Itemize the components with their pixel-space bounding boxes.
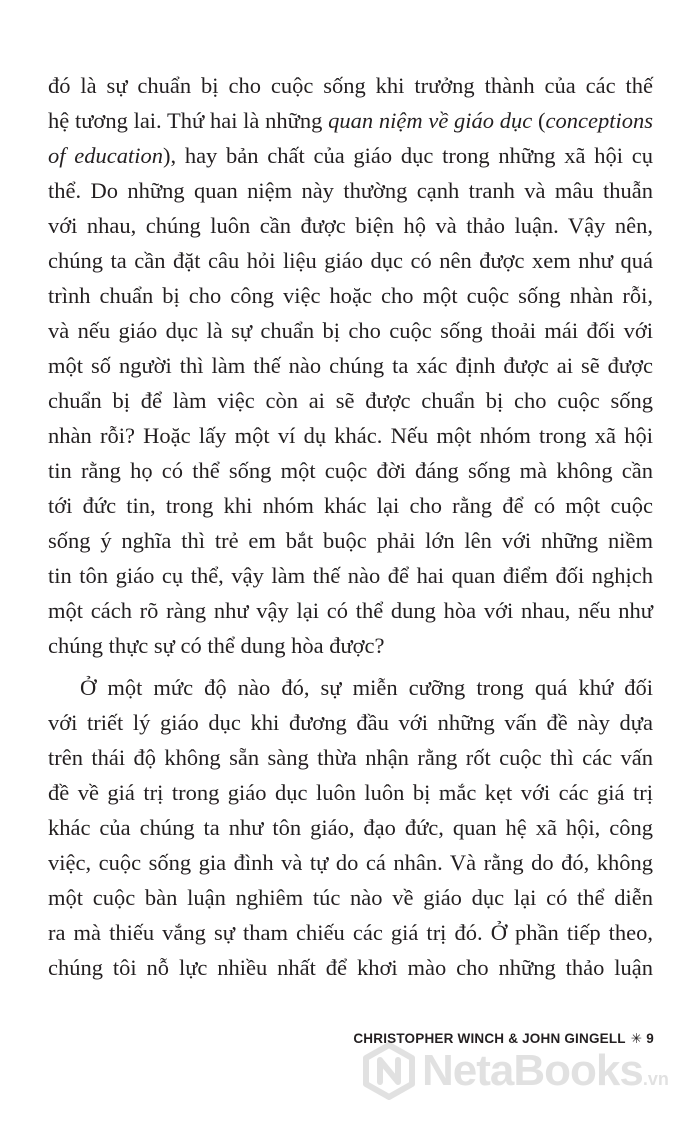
footer-authors: CHRISTOPHER WINCH & JOHN GINGELL	[353, 1031, 626, 1046]
text-line: với nhau, chúng luôn cần được biện hộ và thảo luận. Vậy nên,	[48, 213, 653, 238]
text-line: tới đức tin, trong khi nhóm khác lại cho rằng để có một cuộc	[48, 493, 653, 518]
text-run: hệ tương lai. Thứ hai là những	[48, 108, 329, 133]
watermark-brand: NetaBooks	[422, 1046, 643, 1095]
text-line: đề về giá trị trong giáo dục luôn luôn bị mắc kẹt với các giá trị	[48, 780, 653, 805]
paragraph-1	[48, 68, 653, 663]
watermark	[360, 1042, 669, 1100]
text-run: ), hay bản chất của giáo dục trong những xã hội cụ	[162, 143, 653, 168]
text-line: một cách rõ ràng như vậy lại có thể dung hòa với nhau, nếu như	[48, 598, 653, 623]
text-line: thể. Do những quan niệm này thường cạnh tranh và mâu thuẫn	[48, 178, 653, 203]
text-line: ra mà thiếu vắng sự tham chiếu các giá trị đó. Ở phần tiếp theo,	[48, 920, 653, 945]
text-line: nhàn rỗi? Hoặc lấy một ví dụ khác. Nếu một nhóm trong xã hội	[48, 423, 653, 448]
page-number: 9	[646, 1031, 654, 1046]
text-line: chúng thực sự có thể dung hòa được?	[48, 633, 385, 658]
asterisk-separator-icon: ✳	[630, 1031, 643, 1046]
text-line: một cuộc bàn luận nghiêm túc nào về giáo dục lại có thể diễn	[48, 885, 653, 910]
text-line: việc, cuộc sống gia đình và tự do cá nhân. Và rằng do đó, không	[48, 850, 653, 875]
paragraph-spacer	[48, 663, 653, 670]
text-line: và nếu giáo dục là sự chuẩn bị cho cuộc sống thoải mái đối với	[48, 318, 653, 343]
text-line: tin rằng họ có thể sống một cuộc đời đáng sống mà không cần	[48, 458, 653, 483]
watermark-tld: .vn	[642, 1069, 669, 1089]
text-line: trên thái độ không sẵn sàng thừa nhận rằng rốt cuộc thì các vấn	[48, 745, 653, 770]
netabooks-logo-icon	[360, 1042, 418, 1100]
text-line: khác của chúng ta như tôn giáo, đạo đức, quan hệ xã hội, công	[48, 815, 653, 840]
text-line: trình chuẩn bị cho công việc hoặc cho một cuộc sống nhàn rỗi,	[48, 283, 653, 308]
italic-term: conceptions	[545, 108, 653, 133]
text-line: chúng ta cần đặt câu hỏi liệu giáo dục có nên được xem như quá	[48, 248, 653, 273]
paragraph-2	[48, 670, 653, 985]
italic-term: of education	[48, 143, 163, 168]
text-line: tin tôn giáo cụ thể, vậy làm thế nào để hai quan điểm đối nghịch	[48, 563, 653, 588]
page-body	[48, 68, 653, 985]
text-line: chúng tôi nỗ lực nhiều nhất để khơi mào cho những thảo luận	[48, 955, 653, 980]
text-line	[48, 103, 653, 138]
text-run: (	[532, 108, 546, 133]
text-line: sống ý nghĩa thì trẻ em bắt buộc phải lớn lên với những niềm	[48, 528, 653, 553]
text-line: một số người thì làm thế nào chúng ta xác định được ai sẽ được	[48, 353, 653, 378]
text-line: Ở một mức độ nào đó, sự miễn cưỡng trong quá khứ đối	[80, 675, 653, 700]
text-line	[48, 138, 653, 173]
text-line: chuẩn bị để làm việc còn ai sẽ được chuẩn bị cho cuộc sống	[48, 388, 653, 413]
italic-term: quan niệm về giáo dục	[328, 108, 533, 133]
text-line: đó là sự chuẩn bị cho cuộc sống khi trưởng thành của các thế	[48, 73, 653, 98]
text-line: với triết lý giáo dục khi đương đầu với những vấn đề này dựa	[48, 710, 653, 735]
